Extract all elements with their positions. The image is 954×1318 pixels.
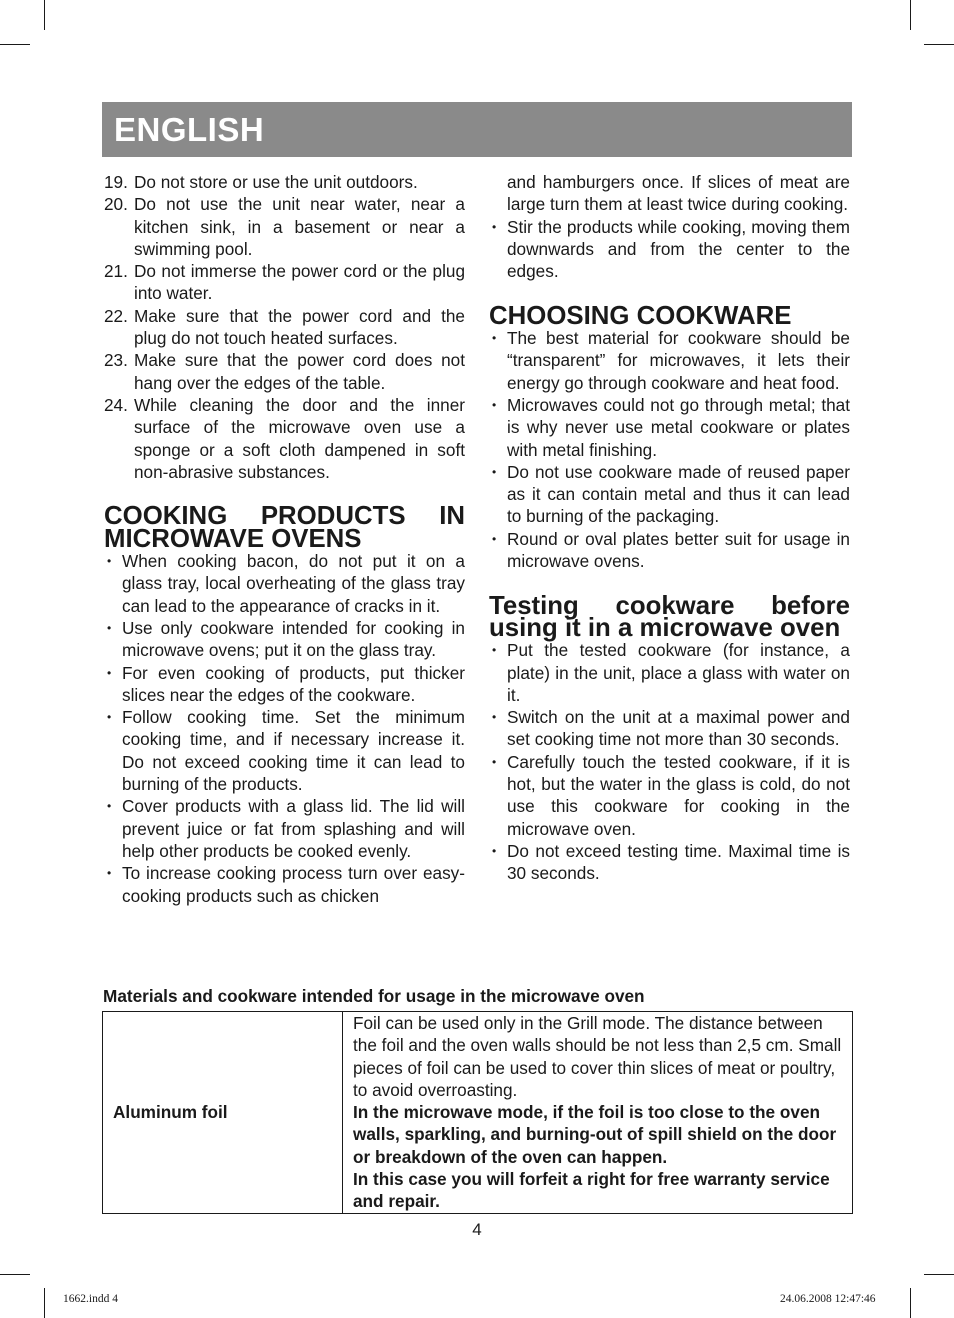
cooking-bullets (104, 550, 465, 907)
bullet-item: • Do not exceed testing time. Maximal time is 30 seconds. (489, 840, 850, 885)
crop-mark (44, 0, 45, 30)
bullet-item: • Put the tested cookware (for instance, a plate) in the unit, place a glass with water on it. (489, 639, 850, 706)
choosing-bullets (489, 327, 850, 572)
item-number: 21. (104, 261, 128, 282)
left-column (104, 171, 465, 907)
section-heading-testing: Testing cookware before using it in a microwave oven (489, 591, 850, 642)
bullet-item: • The best material for cookware should be “transparent” for microwaves, it lets their energy go through cookware and heat food. (489, 327, 850, 394)
description-text: Foil can be used only in the Grill mode. The distance between the foil and the oven walls should be not less than 2,5 cm. Small pieces of foil can be used to cover thin slices of meat or poultry, to avoid overroasting. (353, 1013, 842, 1100)
bullet-item: • Microwaves could not go through metal; that is why never use metal cookware or plates with metal finishing. (489, 394, 850, 461)
crop-mark (0, 44, 30, 45)
table-title: Materials and cookware intended for usage in the microwave oven (103, 986, 645, 1006)
safety-list (104, 171, 465, 483)
bullet-item: • Switch on the unit at a maximal power and set cooking time not more than 30 seconds. (489, 706, 850, 751)
bullet-item: • To increase cooking process turn over easy-cooking products such as chicken (104, 862, 465, 907)
bullet-item: • Use only cookware intended for cooking in microwave ovens; put it on the glass tray. (104, 617, 465, 662)
item-text: Make sure that the power cord does not hang over the edges of the table. (134, 350, 465, 393)
list-item (104, 193, 465, 260)
material-description (343, 1012, 853, 1214)
language-banner (102, 102, 852, 157)
item-text: While cleaning the door and the inner surface of the microwave oven use a sponge or a soft cloth dampened in soft non-abrasive substances. (134, 394, 465, 482)
crop-mark (910, 0, 911, 30)
crop-mark (924, 1274, 954, 1275)
item-text: Do not use the unit near water, near a kitchen sink, in a basement or near a swimming pool. (134, 194, 465, 259)
right-column (489, 171, 850, 885)
section-heading-choosing: CHOOSING COOKWARE (489, 301, 792, 330)
cooking-bullets-continued (489, 216, 850, 283)
list-item (104, 260, 465, 305)
list-item (104, 394, 465, 483)
warranty-note: In this case you will forfeit a right for free warranty service and repair. (353, 1169, 830, 1212)
item-text: Do not immerse the power cord or the plug into water. (134, 261, 465, 304)
bullet-item: • Follow cooking time. Set the minimum cooking time, and if necessary increase it. Do not exceed cooking time it can lead to burning of the products. (104, 706, 465, 795)
page-number: 4 (472, 1220, 482, 1239)
bullet-item: • When cooking bacon, do not put it on a glass tray, local overheating of the glass tray can lead to the appearance of cracks in it. (104, 550, 465, 617)
date-slug: 24.06.2008 12:47:46 (780, 1293, 876, 1305)
material-name: Aluminum foil (103, 1012, 343, 1214)
item-text: Do not store or use the unit outdoors. (134, 172, 418, 192)
item-number: 19. (104, 172, 128, 192)
bullet-item: • Stir the products while cooking, moving them downwards and from the center to the edges. (489, 216, 850, 283)
item-number: 23. (104, 350, 128, 371)
bullet-item: • For even cooking of products, put thicker slices near the edges of the cookware. (104, 662, 465, 707)
item-number: 22. (104, 305, 128, 326)
bullet-item: • Cover products with a glass lid. The lid will prevent juice or fat from splashing and will help other products be cooked evenly. (104, 795, 465, 862)
crop-mark (924, 44, 954, 45)
crop-mark (44, 1288, 45, 1318)
page-title: ENGLISH (114, 111, 265, 148)
testing-bullets (489, 639, 850, 884)
item-number: 20. (104, 194, 128, 215)
crop-mark (910, 1288, 911, 1318)
warning-text: In the microwave mode, if the foil is too close to the oven walls, sparkling, and burning-out of spill shield on the door or breakdown of the oven can happen. (353, 1102, 837, 1167)
section-heading-cooking: COOKING PRODUCTS IN MICROWAVE OVENS (104, 502, 465, 553)
table-row (103, 1012, 853, 1214)
list-item (104, 349, 465, 394)
continued-text: and hamburgers once. If slices of meat are large turn them at least twice during cooking. (507, 172, 850, 215)
item-text: Make sure that the power cord and the plug do not touch heated surfaces. (134, 305, 465, 349)
list-item (104, 305, 465, 350)
bullet-item: • Carefully touch the tested cookware, if it is hot, but the water in the glass is cold, do not use this cookware for cooking in the microwave oven. (489, 751, 850, 840)
crop-mark (0, 1274, 30, 1275)
item-number: 24. (104, 394, 128, 415)
materials-table (102, 1011, 853, 1214)
bullet-item: • Round or oval plates better suit for usage in microwave ovens. (489, 528, 850, 573)
list-item (104, 171, 465, 193)
bullet-item: • Do not use cookware made of reused paper as it can contain metal and thus it can lead to burning of the packaging. (489, 461, 850, 528)
file-slug: 1662.indd 4 (63, 1293, 118, 1305)
